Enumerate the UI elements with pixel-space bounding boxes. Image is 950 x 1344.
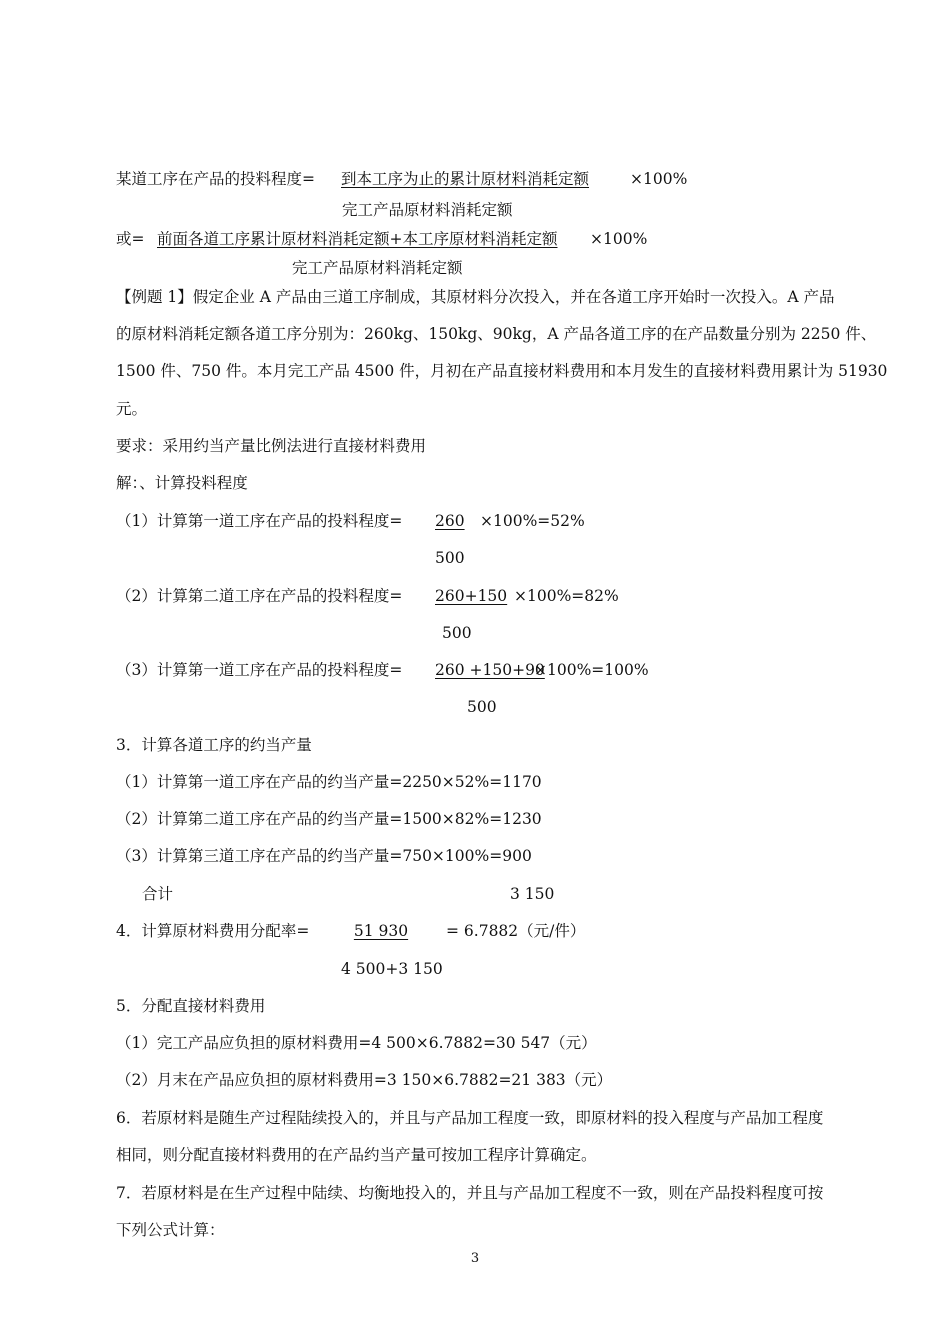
- section3-total-label: 合计: [142, 885, 174, 903]
- section7-line-2: 下列公式计算：: [116, 1221, 225, 1239]
- section5-item-1: （1）完工产品应负担的原材料费用=4 500×6.7882=30 547（元）: [116, 1034, 597, 1052]
- step-3-numerator: 260 +150+90: [435, 661, 545, 679]
- section5-heading: 5．分配直接材料费用: [116, 997, 266, 1015]
- step-3-result: ×100%=100%: [534, 661, 649, 679]
- step-1-result: ×100%=52%: [480, 512, 585, 530]
- formula1-numerator: 到本工序为止的累计原材料消耗定额: [341, 170, 590, 188]
- example-line-4: 元。: [116, 400, 148, 418]
- step-3-denominator: 500: [467, 698, 497, 716]
- page-number: 3: [470, 1251, 480, 1266]
- section3-total-value: 3 150: [510, 885, 555, 903]
- example-line-3: 1500 件、750 件。本月完工产品 4500 件，月初在产品直接材料费用和本月发生的直接材料费用累计为 51930: [116, 362, 888, 380]
- section3-heading: 3．计算各道工序的约当产量: [116, 736, 312, 754]
- formula2-times: ×100%: [590, 230, 648, 248]
- example-line-2: 的原材料消耗定额各道工序分别为：260kg、150kg、90kg，A 产品各道工序的在产品数量分别为 2250 件、: [116, 325, 877, 343]
- step-1-numerator: 260: [435, 512, 465, 530]
- formula1-lead: 某道工序在产品的投料程度=: [116, 170, 315, 188]
- section5-item-2: （2）月末在产品应负担的原材料费用=3 150×6.7882=21 383（元）: [116, 1071, 613, 1089]
- example-line-1: 【例题 1】假定企业 A 产品由三道工序制成，其原材料分次投入，并在各道工序开始时一次投入。A 产品: [116, 288, 835, 306]
- step-2-result: ×100%=82%: [514, 587, 619, 605]
- section4-lead: 4．计算原材料费用分配率=: [116, 922, 310, 940]
- section3-item-1: （1）计算第一道工序在产品的约当产量=2250×52%=1170: [116, 773, 542, 791]
- section6-line-1: 6．若原材料是随生产过程陆续投入的，并且与产品加工程度一致，即原材料的投入程度与产品加工程度: [116, 1109, 824, 1127]
- section3-item-2: （2）计算第二道工序在产品的约当产量=1500×82%=1230: [116, 810, 542, 828]
- step-1-label: （1）计算第一道工序在产品的投料程度=: [116, 512, 403, 530]
- step-2-numerator: 260+150: [435, 587, 508, 605]
- step-1-denominator: 500: [435, 549, 465, 567]
- formula1-denominator: 完工产品原材料消耗定额: [342, 201, 513, 219]
- formula2-numerator: 前面各道工序累计原材料消耗定额+本工序原材料消耗定额: [157, 230, 558, 248]
- requirement: 要求：采用约当产量比例法进行直接材料费用: [116, 437, 427, 455]
- step-2-label: （2）计算第二道工序在产品的投料程度=: [116, 587, 403, 605]
- solution-heading: 解：、计算投料程度: [116, 474, 248, 492]
- section4-numerator: 51 930: [353, 922, 409, 940]
- formula2-denominator: 完工产品原材料消耗定额: [292, 259, 463, 277]
- section7-line-1: 7．若原材料是在生产过程中陆续、均衡地投入的，并且与产品加工程度不一致，则在产品投料程度可按: [116, 1184, 824, 1202]
- step-2-denominator: 500: [442, 624, 472, 642]
- step-3-label: （3）计算第一道工序在产品的投料程度=: [116, 661, 403, 679]
- section3-item-3: （3）计算第三道工序在产品的约当产量=750×100%=900: [116, 847, 532, 865]
- section4-denominator: 4 500+3 150: [341, 960, 443, 978]
- section6-line-2: 相同，则分配直接材料费用的在产品约当产量可按加工程序计算确定。: [116, 1146, 597, 1164]
- formula1-times: ×100%: [630, 170, 688, 188]
- formula2-lead: 或=: [116, 230, 145, 248]
- section4-result: = 6.7882（元/件）: [446, 922, 586, 940]
